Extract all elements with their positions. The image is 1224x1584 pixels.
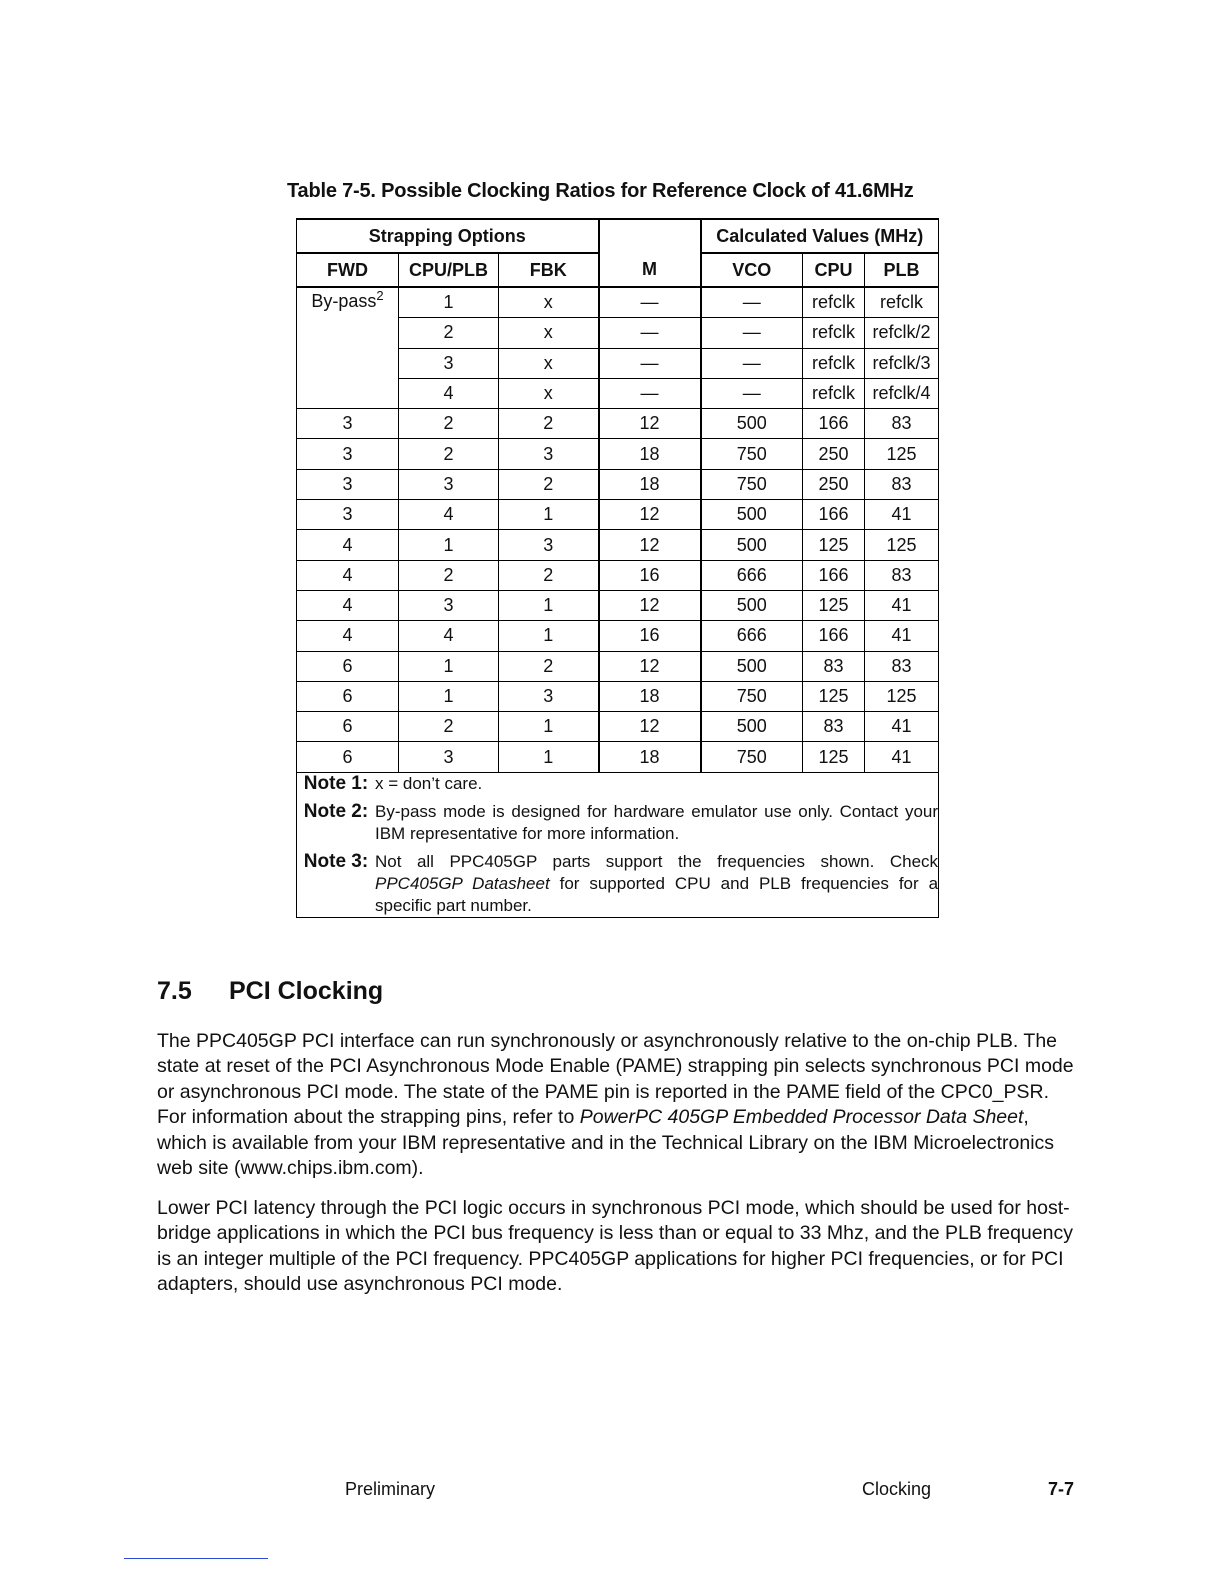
table-cell-fbk: 2 [499,560,599,590]
table-cell-cpu: 166 [803,500,865,530]
datasheet-title: PPC405GP Datasheet [375,873,550,893]
table-cell-plb: 83 [865,409,939,439]
table-row [297,651,939,681]
table-cell-fwd: 4 [297,560,399,590]
table-cell-vco: — [701,348,803,378]
note-3 [297,851,938,917]
table-cell-cpuplb: 3 [399,348,499,378]
table-cell-m: 12 [599,590,701,620]
table-row [297,712,939,742]
table-row [297,681,939,711]
table-cell-plb: 41 [865,621,939,651]
note-label: Note 3: [303,850,369,872]
table-row [297,469,939,499]
table-cell-vco: 500 [701,530,803,560]
table-cell-m: 12 [599,409,701,439]
table-cell-vco: 500 [701,590,803,620]
table-cell-m: — [599,318,701,348]
table-cell-m: 16 [599,560,701,590]
paragraph-1 [157,1029,1077,1181]
note-label: Note 1: [303,772,369,794]
table-cell-vco: 750 [701,742,803,772]
table-cell-cpuplb: 4 [399,378,499,408]
table-cell-fbk: 1 [499,500,599,530]
table-cell-fbk: x [499,348,599,378]
paragraph-2: Lower PCI latency through the PCI logic occurs in synchronous PCI mode, which should be used for host-bridge applications in which the PCI bus frequency is less than or equal to 33 Mhz, and the PLB frequency is an integer multiple of the PCI frequency. PPC405GP applications for higher PCI frequencies, or for PCI adapters, should use asynchronous PCI mode. [157,1197,1073,1296]
table-cell-cpuplb: 2 [399,560,499,590]
table-cell-vco: 666 [701,560,803,590]
note-label: Note 2: [303,800,369,822]
table-cell-m: 12 [599,500,701,530]
table-cell-plb: 83 [865,651,939,681]
table-cell-cpuplb: 1 [399,681,499,711]
column-header-m: M [599,219,701,287]
paragraph-1-text-b: , which is available from your IBM representative and in the Technical Library on the IBM Microelectronics web site (www.chips.ibm.com). [157,1106,1055,1180]
note-text-pre: Not all PPC405GP parts support the frequencies shown. Check [375,851,939,871]
table-cell-fwd: 4 [297,530,399,560]
table-cell-cpu: 250 [803,439,865,469]
table-cell-cpu: 166 [803,560,865,590]
table-row [297,500,939,530]
table-cell-cpuplb: 1 [399,651,499,681]
table-cell-fwd: 6 [297,681,399,711]
table-cell-fbk: 1 [499,742,599,772]
table-cell-plb: 125 [865,439,939,469]
group-header-strapping: Strapping Options [297,219,599,253]
column-header-cpu: CPU [803,253,865,287]
column-header-vco: VCO [701,253,803,287]
table-cell-cpu: 125 [803,530,865,560]
table-cell-cpu: refclk [803,378,865,408]
table-cell-plb: 41 [865,590,939,620]
table-row [297,439,939,469]
table-cell-fwd: 6 [297,712,399,742]
table-cell-vco: 500 [701,500,803,530]
bypass-rows [297,287,939,409]
table-cell-cpuplb: 4 [399,500,499,530]
table-cell-fwd: 3 [297,500,399,530]
table-cell-vco: — [701,287,803,318]
table-cell-fbk: x [499,378,599,408]
table-cell-cpuplb: 3 [399,590,499,620]
table-cell-vco: 750 [701,681,803,711]
table-cell-vco: 750 [701,469,803,499]
table-cell-plb: refclk/2 [865,318,939,348]
table-cell-vco: 500 [701,651,803,681]
table-cell-fwd: 3 [297,439,399,469]
table-cell-cpu: 125 [803,681,865,711]
table-cell-plb: 41 [865,742,939,772]
table-cell-cpu: refclk [803,348,865,378]
clocking-ratios-table [296,218,939,918]
table-cell-m: 18 [599,439,701,469]
bypass-label [297,287,399,409]
table-cell-cpuplb: 3 [399,469,499,499]
table-cell-m: 16 [599,621,701,651]
table-cell-fbk: 3 [499,530,599,560]
table-cell-vco: — [701,318,803,348]
table-cell-plb: 41 [865,500,939,530]
bypass-label-text: By-pass [311,291,377,311]
section-title: PCI Clocking [229,977,384,1005]
table-cell-fbk: x [499,318,599,348]
table-cell-fbk: 1 [499,590,599,620]
table-cell-fwd: 3 [297,409,399,439]
table-cell-cpu: 83 [803,651,865,681]
table-cell-m: — [599,348,701,378]
note-text-post: for supported CPU and PLB frequencies for a specific part number. [375,873,939,915]
table-cell-cpuplb: 1 [399,530,499,560]
table-cell-m: 18 [599,742,701,772]
table-cell-fbk: 2 [499,409,599,439]
column-header-cpuplb: CPU/PLB [399,253,499,287]
table-cell-plb: 41 [865,712,939,742]
table-row [297,287,939,318]
table-cell-fbk: 1 [499,712,599,742]
note-text: By-pass mode is designed for hardware emulator use only. Contact your IBM representative for more information. [375,801,939,843]
table-row [297,742,939,772]
column-header-plb: PLB [865,253,939,287]
table-row [297,560,939,590]
table-cell-plb: 83 [865,469,939,499]
table-caption: Table 7-5. Possible Clocking Ratios for Reference Clock of 41.6MHz [287,180,914,202]
page-number: 7-7 [1048,1479,1075,1499]
table-row [297,409,939,439]
table-cell-fbk: 1 [499,621,599,651]
table-cell-vco: 500 [701,409,803,439]
group-header-calculated: Calculated Values (MHz) [701,219,939,253]
bypass-footnote: 2 [376,288,384,303]
table-cell-plb: 125 [865,681,939,711]
table-cell-m: — [599,287,701,318]
table-cell-cpuplb: 2 [399,439,499,469]
table-cell-plb: refclk/4 [865,378,939,408]
table-cell-cpu: refclk [803,318,865,348]
table-cell-cpuplb: 2 [399,712,499,742]
table-cell-vco: — [701,378,803,408]
table-cell-m: 12 [599,530,701,560]
note-text: x = don’t care. [375,773,483,793]
table-cell-cpuplb: 4 [399,621,499,651]
table-cell-vco: 500 [701,712,803,742]
column-header-fbk: FBK [499,253,599,287]
table-row [297,621,939,651]
table-cell-cpu: 83 [803,712,865,742]
table-cell-vco: 666 [701,621,803,651]
table-cell-fbk: 2 [499,651,599,681]
notes-cell [297,772,939,917]
table-row [297,590,939,620]
table-cell-fbk: 3 [499,681,599,711]
table-cell-fwd: 4 [297,621,399,651]
paragraph-1-text-a: The PPC405GP PCI interface can run synchronously or asynchronously relative to the on-chip PLB. The state at reset of the PCI Asynchronous Mode Enable (PAME) strapping pin selects synchronous PCI mode or asynchronous PCI mode. The state of the PAME pin is reported in the PAME field of the CPC0_PSR. For information about the strapping pins, refer to [157,1030,1074,1129]
table-cell-m: 12 [599,651,701,681]
footer-preliminary: Preliminary [345,1479,436,1499]
footer-rule [124,1558,268,1559]
table-cell-plb: 125 [865,530,939,560]
table-cell-fbk: 3 [499,439,599,469]
table-cell-m: 18 [599,469,701,499]
table-cell-cpu: refclk [803,287,865,318]
data-sheet-title: PowerPC 405GP Embedded Processor Data Sheet [579,1106,1024,1129]
table-cell-fwd: 4 [297,590,399,620]
table-cell-m: 12 [599,712,701,742]
table-cell-cpuplb: 3 [399,742,499,772]
note-text [375,851,938,917]
table-cell-fwd: 3 [297,469,399,499]
table-cell-m: 18 [599,681,701,711]
table-cell-plb: 83 [865,560,939,590]
table-cell-cpu: 250 [803,469,865,499]
table-cell-fwd: 6 [297,742,399,772]
table-cell-cpu: 125 [803,590,865,620]
section-number: 7.5 [157,977,192,1005]
footer-chapter: Clocking [862,1479,932,1499]
note-1 [297,773,938,795]
ratio-rows [297,409,939,773]
table-row [297,530,939,560]
table-cell-fbk: 2 [499,469,599,499]
notes-row [297,772,939,917]
table-cell-cpu: 166 [803,621,865,651]
note-2 [297,801,938,845]
column-header-fwd: FWD [297,253,399,287]
table-cell-fbk: x [499,287,599,318]
table-cell-vco: 750 [701,439,803,469]
table-cell-cpuplb: 2 [399,409,499,439]
table-cell-plb: refclk/3 [865,348,939,378]
table-cell-m: — [599,378,701,408]
table-cell-plb: refclk [865,287,939,318]
table-cell-fwd: 6 [297,651,399,681]
table-cell-cpuplb: 1 [399,287,499,318]
table-cell-cpu: 166 [803,409,865,439]
table-cell-cpuplb: 2 [399,318,499,348]
table-cell-cpu: 125 [803,742,865,772]
